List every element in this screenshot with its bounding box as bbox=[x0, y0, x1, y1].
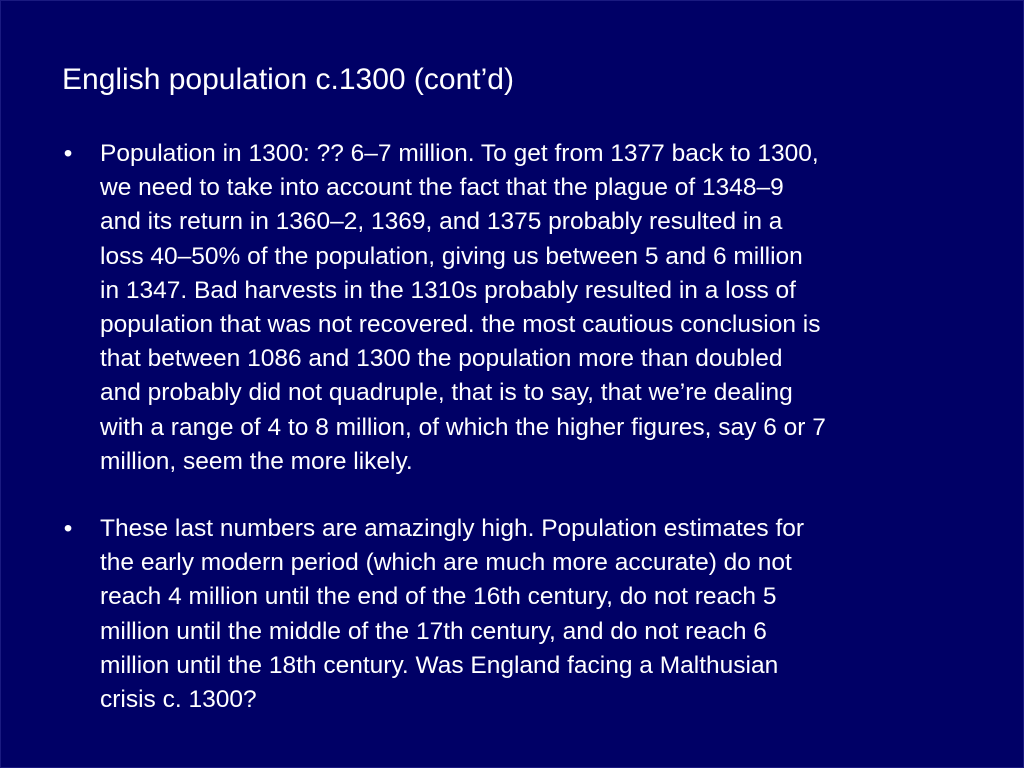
bullet-item bbox=[58, 137, 958, 479]
bullet-text: These last numbers are amazingly high. Population estimates for the early modern period (which are much more accurate) do not reach 4 million until the end of the 16th century, do not reach 5 million until the middle of the 17th century, and do not reach 6 million until the 18th century. Was England facing a Malthusian crisis c. 1300? bbox=[100, 515, 805, 714]
bullet-dot-icon: • bbox=[63, 515, 73, 543]
bullet-text: Population in 1300: ?? 6–7 million. To get from 1377 back to 1300, we need to take into account the fact that the plague of 1348–9 and its return in 1360–2, 1369, and 1375 probably resulted in a loss 40–50% of the population, giving us between 5 and 6 million in 1347. Bad harvests in the 1310s probably resulted in a loss of population that was not recovered. the most cautious conclusion is that between 1086 and 1300 the population more than doubled and probably did not quadruple, that is to say, that we’re dealing with a range of 4 to 8 million, of which the higher figures, say 6 or 7 million, seem the more likely. bbox=[100, 140, 826, 475]
bullet-dot-icon: • bbox=[63, 140, 73, 167]
bullet-item bbox=[58, 512, 958, 717]
slide-title: English population c.1300 (cont’d) bbox=[62, 63, 514, 96]
bullet-list bbox=[58, 137, 958, 750]
